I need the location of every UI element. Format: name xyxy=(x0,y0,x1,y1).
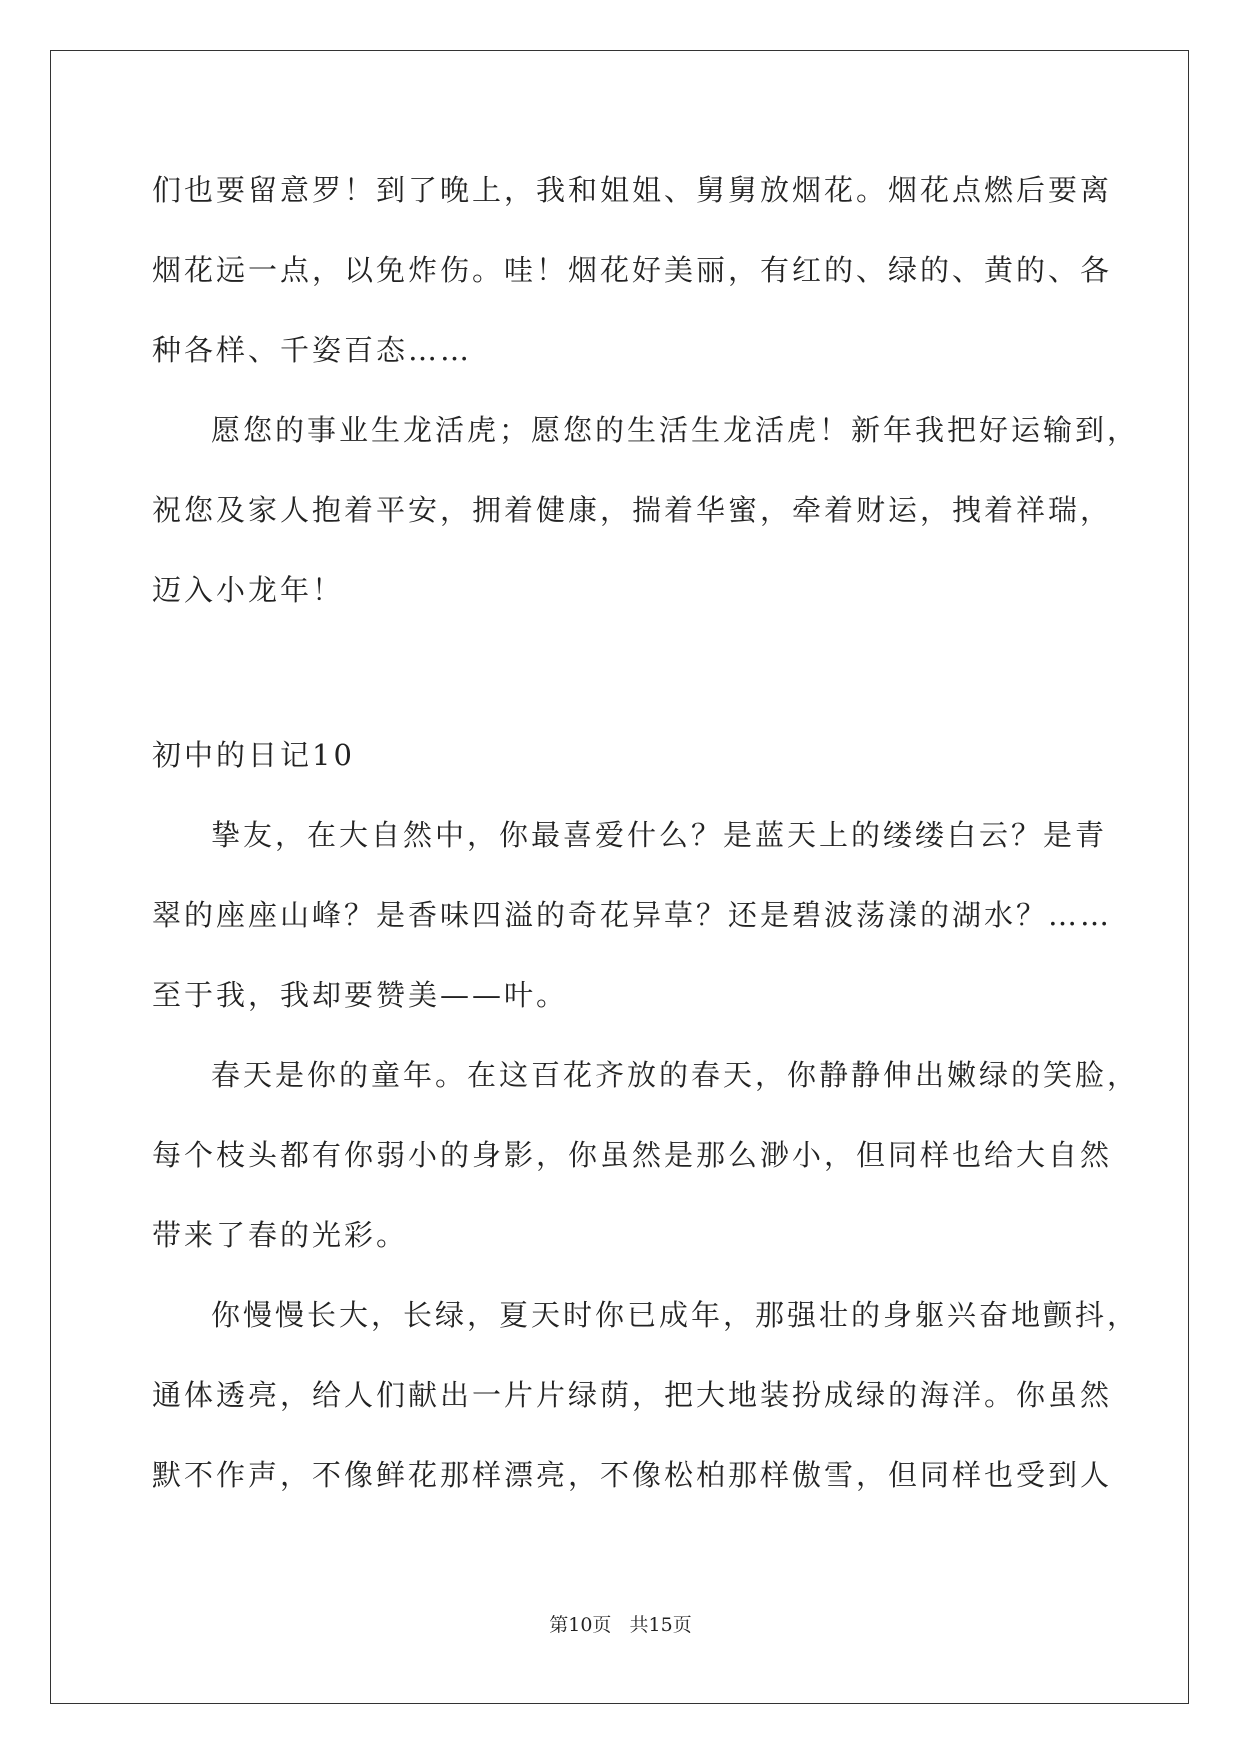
text-line: 祝您及家人抱着平安，拥着健康，揣着华蜜，牵着财运，拽着祥瑞， xyxy=(152,493,1113,527)
page-number-footer: 第10页 共15页 xyxy=(549,1614,692,1636)
text-line: 翠的座座山峰？是香味四溢的奇花异草？还是碧波荡漾的湖水？…… xyxy=(152,898,1113,932)
text-line: 通体透亮，给人们献出一片片绿荫，把大地装扮成绿的海洋。你虽然 xyxy=(152,1378,1113,1412)
text-line: 迈入小龙年！ xyxy=(152,573,345,607)
section-title: 初中的日记10 xyxy=(152,738,355,772)
text-line: 烟花远一点，以免炸伤。哇！烟花好美丽，有红的、绿的、黄的、各 xyxy=(152,253,1113,287)
text-line: 挚友，在大自然中，你最喜爱什么？是蓝天上的缕缕白云？是青 xyxy=(211,818,1108,852)
text-line: 们也要留意罗！到了晚上，我和姐姐、舅舅放烟花。烟花点燃后要离 xyxy=(152,173,1113,207)
text-line: 带来了春的光彩。 xyxy=(152,1218,409,1252)
text-line: 至于我，我却要赞美——叶。 xyxy=(152,978,569,1012)
text-line: 你慢慢长大，长绿，夏天时你已成年，那强壮的身躯兴奋地颤抖， xyxy=(211,1298,1140,1332)
text-line: 春天是你的童年。在这百花齐放的春天，你静静伸出嫩绿的笑脸， xyxy=(211,1058,1140,1092)
text-line: 愿您的事业生龙活虎；愿您的生活生龙活虎！新年我把好运输到， xyxy=(211,413,1140,447)
text-line: 种各样、千姿百态…… xyxy=(152,333,473,367)
text-line: 默不作声，不像鲜花那样漂亮，不像松柏那样傲雪，但同样也受到人 xyxy=(152,1458,1113,1492)
text-line: 每个枝头都有你弱小的身影，你虽然是那么渺小，但同样也给大自然 xyxy=(152,1138,1113,1172)
